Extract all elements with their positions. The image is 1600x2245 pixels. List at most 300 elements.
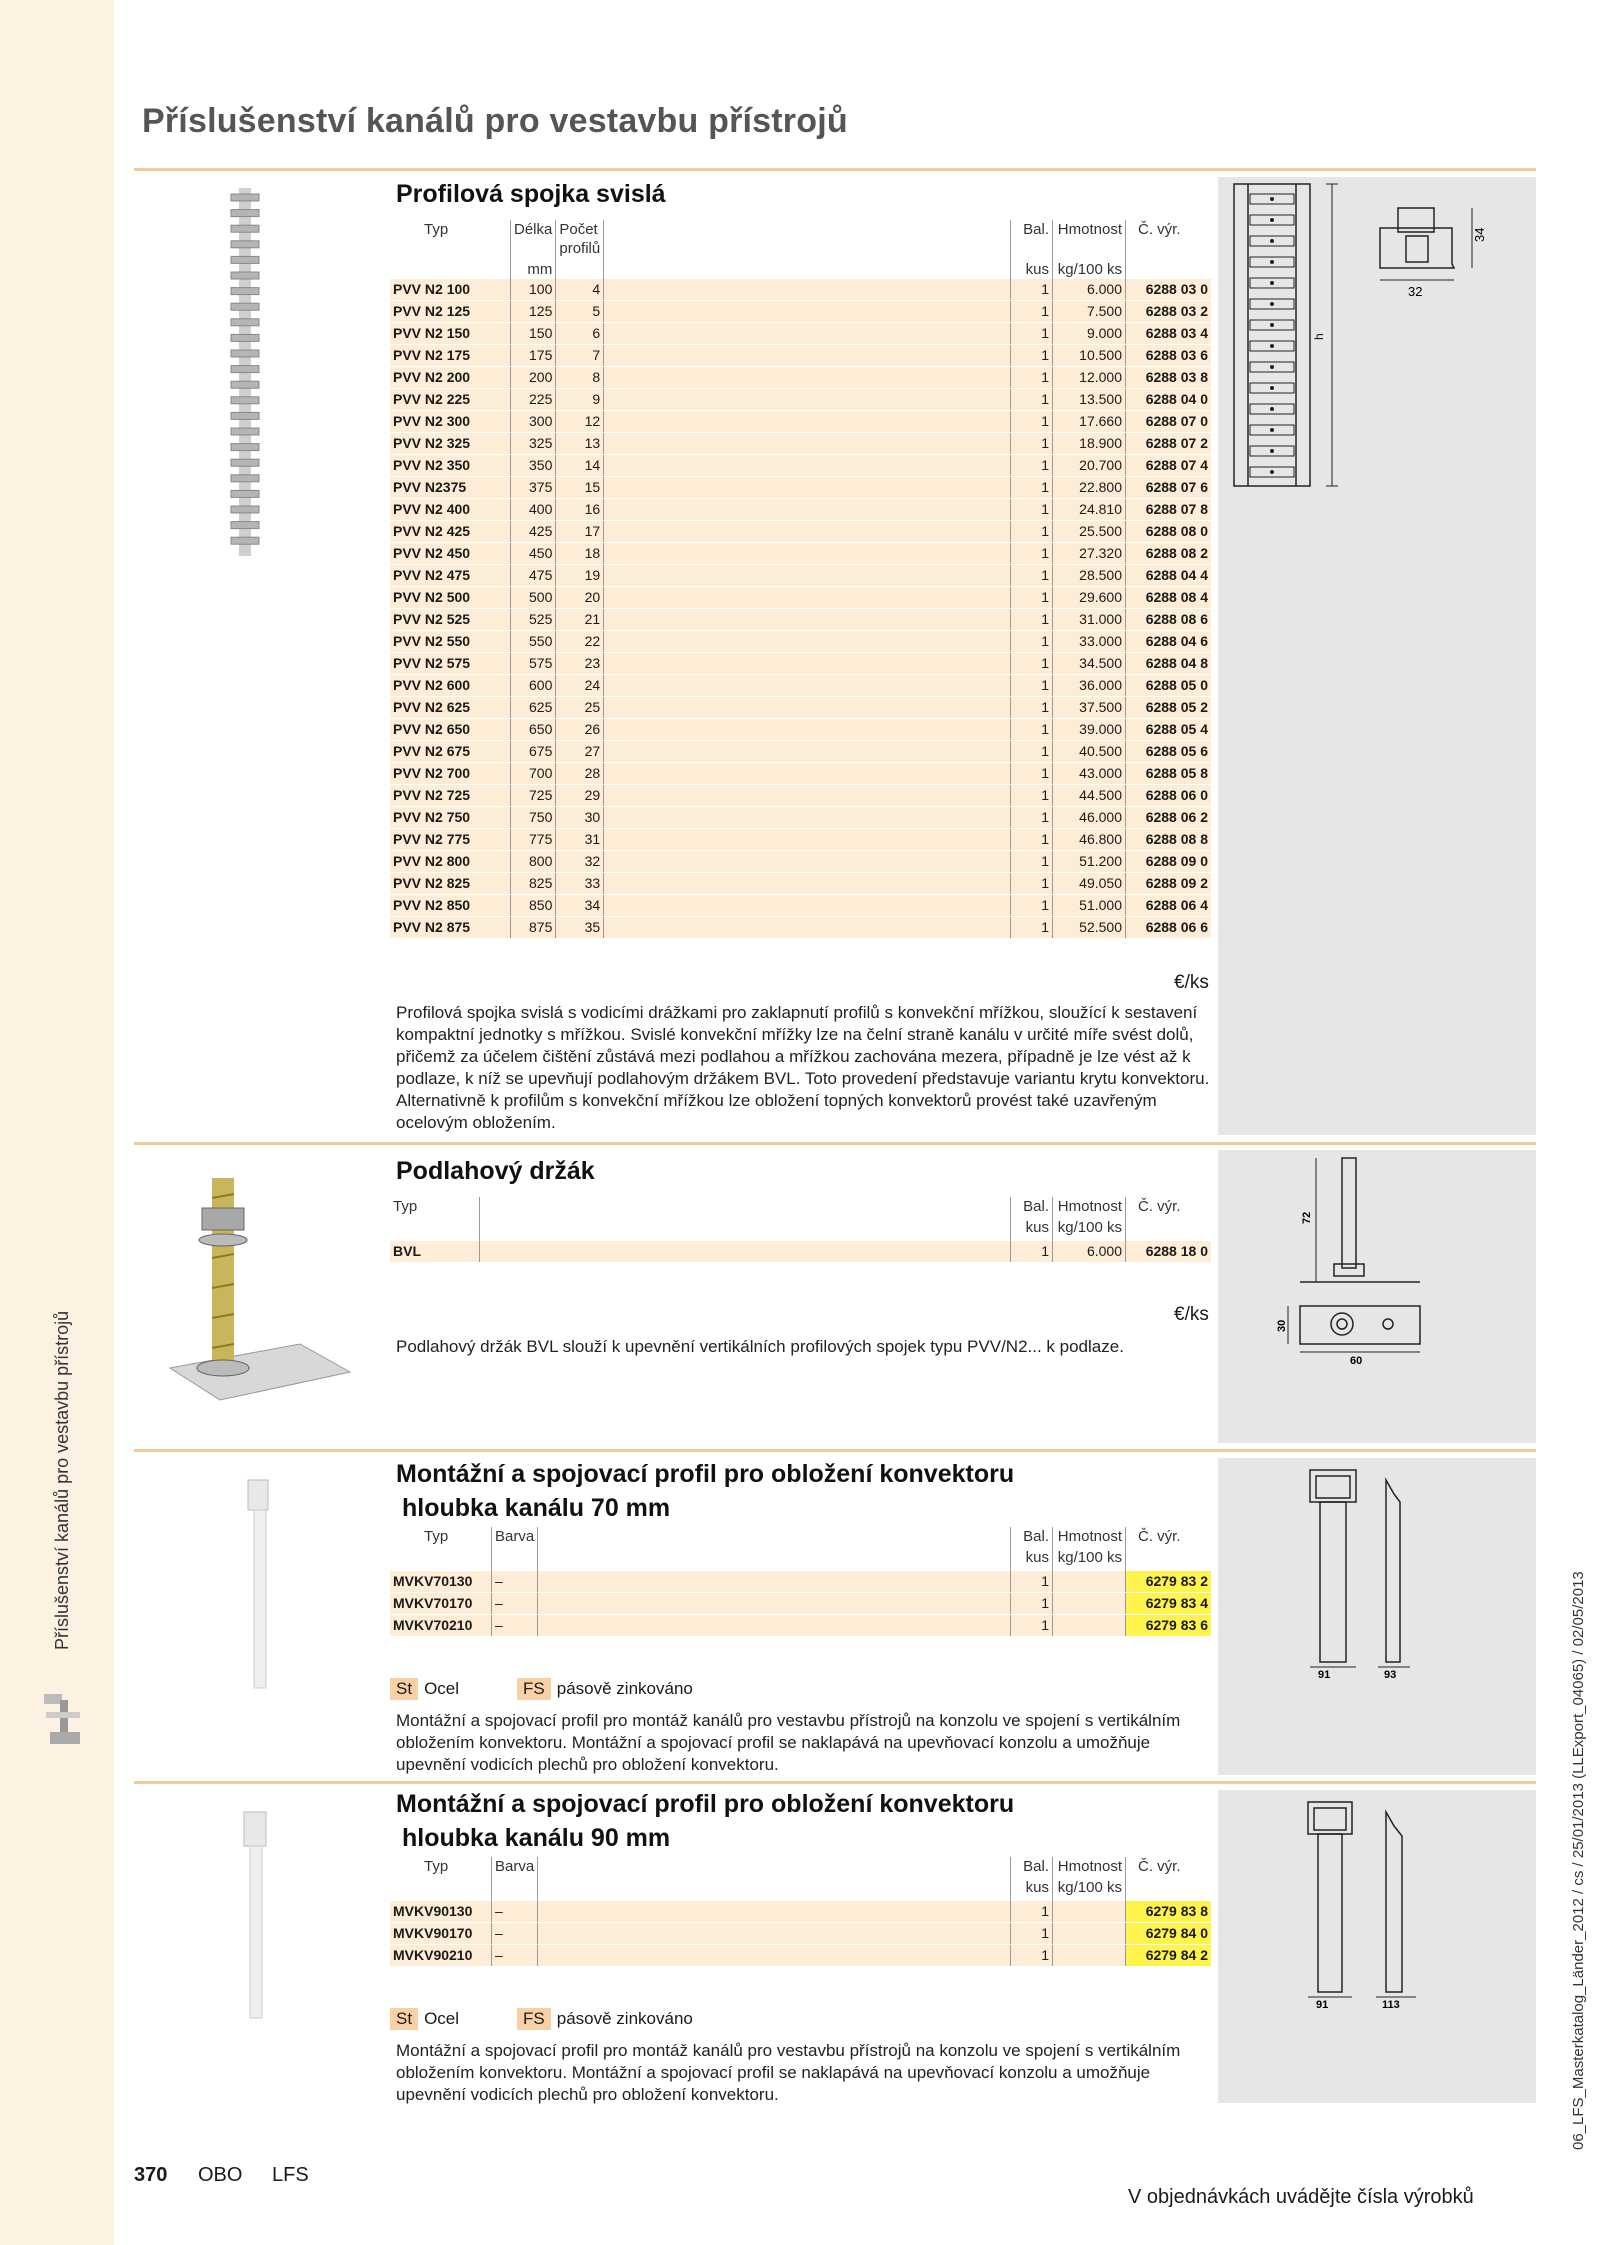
cell-bal: 1 [1011,741,1053,763]
cell-spacer [604,873,1011,895]
cell-pocet: 12 [556,411,604,433]
cell-delka: 450 [511,543,556,565]
cell-typ: MVKV70130 [390,1571,492,1593]
cell-spacer [604,807,1011,829]
profile-tooth [231,241,259,248]
cell-spacer [604,301,1011,323]
cell-typ: PVV N2375 [390,477,511,499]
table-row [390,389,1211,411]
table-row [390,653,1211,675]
cell-cvyr: 6288 08 0 [1126,521,1212,543]
table-row [390,1945,1211,1967]
cell-delka: 675 [511,741,556,763]
cell-typ: PVV N2 475 [390,565,511,587]
unit-bal: kus [1011,1216,1053,1241]
cell-hmotnost [1053,1923,1126,1945]
cell-delka: 400 [511,499,556,521]
table-row [390,873,1211,895]
cell-spacer [604,719,1011,741]
cell-cvyr: 6288 07 8 [1126,499,1212,521]
profile-tooth [231,428,259,435]
cell-bal: 1 [1011,543,1053,565]
cell-typ: PVV N2 875 [390,917,511,939]
col-delka: Délka [511,220,556,258]
cell-typ: MVKV70170 [390,1593,492,1615]
dim-72-label: 72 [1301,1211,1313,1224]
cell-typ: PVV N2 150 [390,323,511,345]
cell-delka: 725 [511,785,556,807]
cell-typ: PVV N2 300 [390,411,511,433]
table-row [390,719,1211,741]
dim-113-label: 113 [1382,1999,1400,2011]
cell-typ: BVL [390,1241,480,1263]
cell-typ: PVV N2 100 [390,279,511,301]
cell-bal: 1 [1011,1615,1053,1637]
mvkv90-technical-drawing [1290,1792,1490,2010]
table-row [390,631,1211,653]
drawing-hole [1270,260,1274,264]
product-description: Podlahový držák BVL slouží k upevnění vertikálních profilových spojek typu PVV/N2... k podlaze. [396,1337,1124,1356]
cell-delka: 200 [511,367,556,389]
cell-cvyr: 6288 05 8 [1126,763,1212,785]
material-info [390,2008,693,2030]
cell-hmotnost: 46.800 [1053,829,1126,851]
cell-delka: 175 [511,345,556,367]
cell-cvyr: 6288 03 6 [1126,345,1212,367]
cell-hmotnost: 44.500 [1053,785,1126,807]
cell-spacer [604,389,1011,411]
cell-cvyr: 6279 84 0 [1126,1923,1212,1945]
table-row [390,1241,1211,1263]
cell-barva: – [492,1901,538,1923]
cell-hmotnost: 24.810 [1053,499,1126,521]
cell-spacer [604,609,1011,631]
unit-hmotnost: kg/100 ks [1053,1876,1126,1901]
cell-delka: 700 [511,763,556,785]
cell-typ: PVV N2 550 [390,631,511,653]
cell-pocet: 35 [556,917,604,939]
cell-cvyr: 6288 04 6 [1126,631,1212,653]
cell-spacer [538,1593,1011,1615]
col-cvyr: Č. výr. [1126,1527,1212,1546]
table-row [390,785,1211,807]
cell-spacer [604,631,1011,653]
price-unit: €/ks [1174,972,1209,993]
cell-bal: 1 [1011,389,1053,411]
drawing-hole [1270,449,1274,453]
cell-delka: 425 [511,521,556,543]
cell-bal: 1 [1011,807,1053,829]
cell-spacer [604,741,1011,763]
table-row [390,1593,1211,1615]
table-row [390,675,1211,697]
section-divider [134,1142,1536,1145]
cell-cvyr: 6288 09 2 [1126,873,1212,895]
section-title: Podlahový držák [396,1157,595,1185]
cell-typ: PVV N2 700 [390,763,511,785]
cell-pocet: 24 [556,675,604,697]
table-row [390,323,1211,345]
profile-tooth [231,272,259,279]
cell-spacer [538,1923,1011,1945]
material-label: Ocel [424,1679,460,1698]
section-title: Montážní a spojovací profil pro obložení konvektoru [396,1790,1015,1818]
cell-typ: MVKV90170 [390,1923,492,1945]
table-row [390,1923,1211,1945]
profile-tooth [231,397,259,404]
cell-hmotnost: 29.600 [1053,587,1126,609]
cell-hmotnost: 7.500 [1053,301,1126,323]
cell-cvyr: 6279 83 2 [1126,1571,1212,1593]
section-subtitle: hloubka kanálu 70 mm [402,1494,671,1522]
cell-spacer [604,477,1011,499]
table-row [390,829,1211,851]
cell-spacer [538,1571,1011,1593]
drawing-hole [1270,239,1274,243]
cell-typ: PVV N2 575 [390,653,511,675]
footer-brand: OBO [198,2164,243,2186]
pvv-technical-drawing [1222,180,1532,500]
price-unit: €/ks [1174,1304,1209,1325]
cell-pocet: 7 [556,345,604,367]
cell-typ: PVV N2 525 [390,609,511,631]
drawing-hole [1270,218,1274,222]
cell-pocet: 33 [556,873,604,895]
col-hmotnost: Hmotnost [1053,220,1126,258]
cell-hmotnost: 51.000 [1053,895,1126,917]
col-barva: Barva [492,1857,538,1876]
table-row [390,565,1211,587]
drawing-hole [1270,407,1274,411]
cell-cvyr: 6288 18 0 [1126,1241,1212,1263]
cell-pocet: 25 [556,697,604,719]
cell-bal: 1 [1011,1593,1053,1615]
table-row [390,367,1211,389]
sidebar [0,0,114,2245]
cell-bal: 1 [1011,433,1053,455]
cell-cvyr: 6288 07 0 [1126,411,1212,433]
cell-bal: 1 [1011,1241,1053,1263]
profile-tooth [231,381,259,388]
profile-tooth [231,319,259,326]
cell-typ: PVV N2 175 [390,345,511,367]
cell-barva: – [492,1615,538,1637]
cell-cvyr: 6288 03 8 [1126,367,1212,389]
cell-bal: 1 [1011,323,1053,345]
cell-cvyr: 6288 08 6 [1126,609,1212,631]
section-subtitle: hloubka kanálu 90 mm [402,1824,671,1852]
cell-cvyr: 6288 06 2 [1126,807,1212,829]
cell-delka: 500 [511,587,556,609]
unit-hmotnost: kg/100 ks [1053,1216,1126,1241]
cell-bal: 1 [1011,1901,1053,1923]
table-row [390,609,1211,631]
cell-cvyr: 6288 07 6 [1126,477,1212,499]
cell-hmotnost: 13.500 [1053,389,1126,411]
cell-spacer [538,1615,1011,1637]
cell-pocet: 34 [556,895,604,917]
cell-delka: 550 [511,631,556,653]
cell-typ: PVV N2 625 [390,697,511,719]
col-typ: Typ [393,1198,418,1215]
cell-spacer [604,697,1011,719]
cell-cvyr: 6288 03 2 [1126,301,1212,323]
cell-barva: – [492,1593,538,1615]
cell-delka: 475 [511,565,556,587]
cell-cvyr: 6288 06 4 [1126,895,1212,917]
cell-spacer [604,345,1011,367]
mvkv90-product-photo [236,1812,276,2022]
cell-spacer [604,785,1011,807]
profile-tooth [231,444,259,451]
cell-pocet: 17 [556,521,604,543]
cell-cvyr: 6288 09 0 [1126,851,1212,873]
cell-hmotnost: 43.000 [1053,763,1126,785]
cell-bal: 1 [1011,763,1053,785]
cell-spacer [604,411,1011,433]
table-row [390,741,1211,763]
profile-tooth [231,350,259,357]
cell-typ: PVV N2 450 [390,543,511,565]
cell-cvyr: 6288 04 0 [1126,389,1212,411]
cell-delka: 300 [511,411,556,433]
cell-hmotnost: 12.000 [1053,367,1126,389]
bvl-product-photo [150,1168,360,1408]
table-row [390,763,1211,785]
cell-bal: 1 [1011,1571,1053,1593]
cell-bal: 1 [1011,411,1053,433]
col-spacer [480,1197,1011,1216]
cell-pocet: 4 [556,279,604,301]
cell-typ: PVV N2 425 [390,521,511,543]
catalog-reference-code: 06_LFS_Masterkatalog_Länder_2012 / cs / 25/01/2013 (LLExport_04065) / 02/05/2013 [1570,1571,1587,2150]
cell-pocet: 14 [556,455,604,477]
cell-spacer [604,543,1011,565]
cell-spacer [538,1901,1011,1923]
mvkv70-product-photo [240,1480,280,1690]
cell-bal: 1 [1011,279,1053,301]
cell-spacer [604,829,1011,851]
cell-pocet: 15 [556,477,604,499]
cell-typ: MVKV90130 [390,1901,492,1923]
cell-cvyr: 6279 83 8 [1126,1901,1212,1923]
table-row [390,697,1211,719]
cell-delka: 575 [511,653,556,675]
cell-cvyr: 6288 03 0 [1126,279,1212,301]
col-hmotnost: Hmotnost [1053,1527,1126,1546]
dim-34-label: 34 [1472,227,1487,242]
unit-bal: kus [1011,1546,1053,1571]
unit-hmotnost: kg/100 ks [1053,258,1126,279]
dim-60-label: 60 [1350,1355,1363,1367]
cell-pocet: 20 [556,587,604,609]
cell-typ: PVV N2 125 [390,301,511,323]
col-typ: Typ [424,221,449,238]
cell-barva: – [492,1923,538,1945]
product-description: Montážní a spojovací profil pro montáž kanálů pro vestavbu přístrojů na konzolu ve spojení s vertikálním obložením konvektoru. Montážní a spojovací profil se naklapává na upevňovací konzolu a umožňuje upevnění vodicích plechů pro obložení konvektoru. [396,1711,1181,1774]
cell-pocet: 16 [556,499,604,521]
table-row [390,895,1211,917]
table-row [390,499,1211,521]
cell-bal: 1 [1011,697,1053,719]
col-spacer [538,1857,1011,1876]
cell-cvyr: 6288 08 8 [1126,829,1212,851]
cell-pocet: 19 [556,565,604,587]
col-hmotnost: Hmotnost [1053,1197,1126,1216]
cell-hmotnost [1053,1593,1126,1615]
cell-hmotnost: 17.660 [1053,411,1126,433]
cell-typ: PVV N2 775 [390,829,511,851]
cell-cvyr: 6279 83 6 [1126,1615,1212,1637]
unit-bal: kus [1011,1876,1053,1901]
cell-bal: 1 [1011,675,1053,697]
cell-hmotnost: 22.800 [1053,477,1126,499]
pvv-product-photo [225,188,295,558]
cell-cvyr: 6288 05 0 [1126,675,1212,697]
cell-delka: 325 [511,433,556,455]
cell-delka: 825 [511,873,556,895]
profile-tooth [231,366,259,373]
cell-hmotnost: 18.900 [1053,433,1126,455]
profile-tooth [231,537,259,544]
col-typ: Typ [424,1528,449,1545]
cell-typ: PVV N2 500 [390,587,511,609]
drawing-hole [1270,470,1274,474]
cell-pocet: 31 [556,829,604,851]
cell-cvyr: 6288 03 4 [1126,323,1212,345]
col-typ: Typ [424,1858,449,1875]
cell-bal: 1 [1011,631,1053,653]
cell-typ: PVV N2 650 [390,719,511,741]
finish-code-badge: FS [517,1678,551,1700]
dim-32-label: 32 [1408,284,1423,299]
table-row [390,345,1211,367]
cell-bal: 1 [1011,499,1053,521]
cell-bal: 1 [1011,829,1053,851]
cell-pocet: 30 [556,807,604,829]
profile-tooth [231,475,259,482]
unit-delka: mm [511,258,556,279]
cell-typ: PVV N2 750 [390,807,511,829]
cell-pocet: 22 [556,631,604,653]
cell-hmotnost: 37.500 [1053,697,1126,719]
cell-pocet: 6 [556,323,604,345]
cell-delka: 850 [511,895,556,917]
profile-tooth [231,459,259,466]
cell-delka: 750 [511,807,556,829]
cell-typ: MVKV70210 [390,1615,492,1637]
cell-spacer [604,499,1011,521]
drawing-hole [1270,386,1274,390]
profile-tooth [231,288,259,295]
unit-hmotnost: kg/100 ks [1053,1546,1126,1571]
cell-hmotnost: 49.050 [1053,873,1126,895]
cell-typ: PVV N2 400 [390,499,511,521]
cell-hmotnost: 40.500 [1053,741,1126,763]
cell-delka: 625 [511,697,556,719]
cell-barva: – [492,1945,538,1967]
table-row [390,917,1211,939]
cell-hmotnost: 27.320 [1053,543,1126,565]
chapter-product-icon [40,1692,86,1748]
cell-delka: 100 [511,279,556,301]
profile-tooth [231,210,259,217]
cell-hmotnost: 10.500 [1053,345,1126,367]
table-row [390,301,1211,323]
cell-spacer [604,675,1011,697]
cell-pocet: 5 [556,301,604,323]
cell-spacer [604,565,1011,587]
cell-pocet: 13 [556,433,604,455]
product-description: Montážní a spojovací profil pro montáž kanálů pro vestavbu přístrojů na konzolu ve spojení s vertikálním obložením konvektoru. Montážní a spojovací profil se naklapává na upevňovací konzolu a umožňuje upevnění vodicích plechů pro obložení konvektoru. [396,2041,1181,2104]
cell-delka: 375 [511,477,556,499]
table-row [390,587,1211,609]
dim-h-label: h [1312,333,1326,340]
table-row [390,411,1211,433]
cell-spacer [604,521,1011,543]
table-row [390,1615,1211,1637]
cell-typ: PVV N2 850 [390,895,511,917]
section-divider [134,1449,1536,1452]
mvkv70-technical-drawing [1290,1462,1490,1680]
cell-spacer [604,367,1011,389]
drawing-hole [1270,344,1274,348]
cell-spacer [604,851,1011,873]
product-table-mvkv70 [390,1527,1211,1637]
cell-typ: PVV N2 225 [390,389,511,411]
table-row [390,433,1211,455]
cell-spacer [604,455,1011,477]
col-hmotnost: Hmotnost [1053,1857,1126,1876]
cell-delka: 875 [511,917,556,939]
col-spacer [604,220,1011,258]
profile-tooth [231,506,259,513]
cell-cvyr: 6288 08 4 [1126,587,1212,609]
table-row [390,807,1211,829]
cell-bal: 1 [1011,1945,1053,1967]
col-bal: Bal. [1011,1527,1053,1546]
footer-catalog: LFS [272,2164,309,2186]
col-bal: Bal. [1011,1857,1053,1876]
profile-tooth [231,522,259,529]
cell-typ: PVV N2 200 [390,367,511,389]
drawing-hole [1270,323,1274,327]
section-title: Montážní a spojovací profil pro obložení konvektoru [396,1460,1015,1488]
cell-spacer [604,433,1011,455]
drawing-hole [1270,428,1274,432]
section-title: Profilová spojka svislá [396,180,666,208]
cell-hmotnost: 39.000 [1053,719,1126,741]
cell-bal: 1 [1011,895,1053,917]
bvl-technical-drawing [1276,1152,1520,1367]
sidebar-chapter-label: Příslušenství kanálů pro vestavbu přístrojů [52,1310,72,1650]
cell-pocet: 18 [556,543,604,565]
cell-cvyr: 6288 05 4 [1126,719,1212,741]
cell-delka: 650 [511,719,556,741]
cell-hmotnost [1053,1901,1126,1923]
dim-91-label: 91 [1316,1999,1329,2011]
finish-label: pásově zinkováno [556,2009,693,2028]
table-row [390,279,1211,301]
cell-hmotnost: 20.700 [1053,455,1126,477]
cell-spacer [604,763,1011,785]
finish-code-badge: FS [517,2008,551,2030]
cell-hmotnost [1053,1945,1126,1967]
cell-bal: 1 [1011,851,1053,873]
table-row [390,1901,1211,1923]
cell-hmotnost: 34.500 [1053,653,1126,675]
cell-hmotnost: 46.000 [1053,807,1126,829]
